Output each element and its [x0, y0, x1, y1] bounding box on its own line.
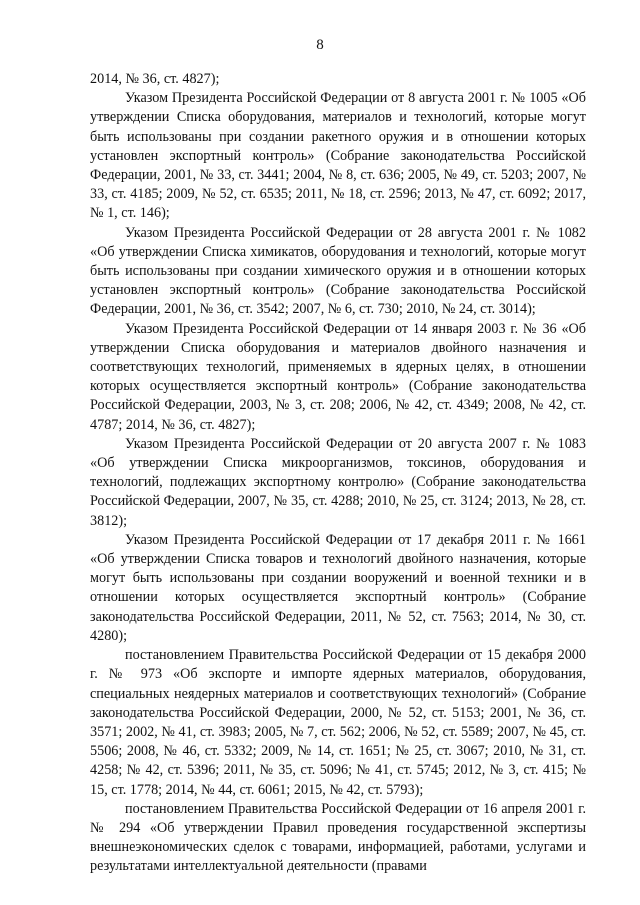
paragraph-resolution-973: постановлением Правительства Российской Федерации от 15 декабря 2000 г. № 973 «Об экспорте и импорте ядерных материалов, оборудования, специальных неядерных материалов и соответствующих технологий» (Собрание законодательства Российской Федерации, 2000, № 52, ст. 5153; 2001, № 36, ст. 3571; 2002, № 41, ст. 3983; 2005, № 7, ст. 562; 2006, № 52, ст. 5589; 2007, № 45, ст. 5506; 2008, № 46, ст. 5332; 2009, № 14, ст. 1651; № 25, ст. 3067; 2010, № 31, ст. 4258; № 42, ст. 5396; 2011, № 35, ст. 5096; № 41, ст. 5745; 2012, № 3, ст. 415; № 15, ст. 1778; 2014, № 44, ст. 6061; 2015, № 42, ст. 5793);: [90, 647, 586, 798]
paragraph-decree-36: Указом Президента Российской Федерации от 14 января 2003 г. № 36 «Об утверждении Списка оборудования и материалов двойного назначения и соответствующих технологий, применяемых в ядерных целях, в отношении которых осуществляется экспортный контроль» (Собрание законодательства Российской Федерации, 2003, № 3, ст. 208; 2006, № 42, ст. 4349; 2008, № 42, ст. 4787; 2014, № 36, ст. 4827);: [90, 320, 586, 433]
page-number: 8: [316, 37, 324, 53]
paragraph-resolution-294: постановлением Правительства Российской Федерации от 16 апреля 2001 г. № 294 «Об утверждении Правил проведения государственной экспертизы внешнеэкономических сделок с товарами, информацией, работами, услугами и результатами интеллектуальной деятельности (правами: [90, 800, 586, 875]
paragraph-decree-1005: Указом Президента Российской Федерации от 8 августа 2001 г. № 1005 «Об утверждении Списка оборудования, материалов и технологий, которые могут быть использованы при создании ракетного оружия и в отношении которых установлен экспортный контроль» (Собрание законодательства Российской Федерации, 2001, № 33, ст. 3441; 2004, № 8, ст. 636; 2005, № 49, ст. 5203; 2007, № 33, ст. 4185; 2009, № 52, ст. 6535; 2011, № 18, ст. 2596; 2013, № 47, ст. 6092; 2017, № 1, ст. 146);: [90, 90, 586, 222]
paragraph-decree-1661: Указом Президента Российской Федерации от 17 декабря 2011 г. № 1661 «Об утверждении Списка товаров и технологий двойного назначения, которые могут быть использованы при создании вооружений и военной техники и в отношении которых осуществляется экспортный контроль» (Собрание законодательства Российской Федерации, 2011, № 52, ст. 7563; 2014, № 30, ст. 4280);: [90, 531, 586, 644]
paragraph-decree-1082: Указом Президента Российской Федерации от 28 августа 2001 г. № 1082 «Об утверждении Списка химикатов, оборудования и технологий, которые могут быть использованы при создании химического оружия и в отношении которых установлен экспортный контроль» (Собрание законодательства Российской Федерации, 2001, № 36, ст. 3542; 2007, № 6, ст. 730; 2010, № 24, ст. 3014);: [90, 224, 586, 318]
paragraph-decree-1083: Указом Президента Российской Федерации от 20 августа 2007 г. № 1083 «Об утверждении Списка микроорганизмов, токсинов, оборудования и технологий, подлежащих экспортному контролю» (Собрание законодательства Российской Федерации, 2007, № 35, ст. 4288; 2010, № 25, ст. 3124; 2013, № 28, ст. 3812);: [90, 435, 586, 529]
document-body: [90, 70, 586, 877]
paragraph-continuation: 2014, № 36, ст. 4827);: [90, 71, 220, 87]
